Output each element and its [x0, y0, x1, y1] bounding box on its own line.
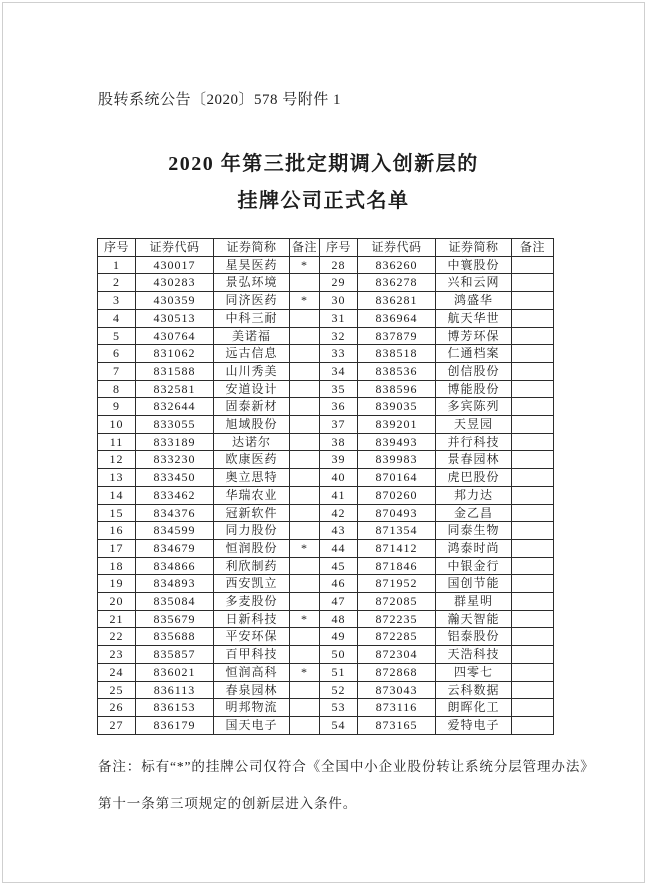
table-cell: 美诺福 — [214, 327, 290, 345]
table-cell: 430283 — [136, 274, 214, 292]
table-cell — [512, 416, 554, 434]
table-cell: 836278 — [358, 274, 436, 292]
table-cell: 44 — [320, 539, 358, 557]
table-row — [98, 327, 554, 345]
table-cell: 873043 — [358, 681, 436, 699]
table-cell: 景弘环境 — [214, 274, 290, 292]
table-cell — [290, 345, 320, 363]
table-cell: 832644 — [136, 398, 214, 416]
table-cell: 871412 — [358, 539, 436, 557]
table-cell: 国天电子 — [214, 716, 290, 734]
table-header-cell: 序号 — [320, 239, 358, 257]
table-cell — [512, 681, 554, 699]
table-cell: 30 — [320, 292, 358, 310]
table-row — [98, 575, 554, 593]
table-cell: 同济医药 — [214, 292, 290, 310]
table-cell: 景春园林 — [436, 451, 512, 469]
table-header-cell: 证券代码 — [136, 239, 214, 257]
table-cell: 安道设计 — [214, 380, 290, 398]
table-cell: 中寰股份 — [436, 256, 512, 274]
table-cell: 多麦股份 — [214, 593, 290, 611]
table-row — [98, 292, 554, 310]
table-cell: * — [290, 256, 320, 274]
table-cell: 51 — [320, 663, 358, 681]
table-cell — [290, 522, 320, 540]
table-cell — [290, 628, 320, 646]
table-cell: 833055 — [136, 416, 214, 434]
table-cell: 838596 — [358, 380, 436, 398]
table-cell: * — [290, 292, 320, 310]
table-cell — [290, 469, 320, 487]
table-cell: 430764 — [136, 327, 214, 345]
table-row — [98, 593, 554, 611]
table-cell: 航天华世 — [436, 309, 512, 327]
table-cell: 835084 — [136, 593, 214, 611]
table-cell: 1 — [98, 256, 136, 274]
table-cell — [512, 451, 554, 469]
table-cell: 邦力达 — [436, 486, 512, 504]
table-cell: 836179 — [136, 716, 214, 734]
table-cell — [512, 716, 554, 734]
table-cell: 20 — [98, 593, 136, 611]
table-row — [98, 309, 554, 327]
table-cell: 旭域股份 — [214, 416, 290, 434]
table-cell: 6 — [98, 345, 136, 363]
table-row — [98, 362, 554, 380]
table-cell: 22 — [98, 628, 136, 646]
table-cell: 2 — [98, 274, 136, 292]
table-cell: 872304 — [358, 646, 436, 664]
table-cell — [512, 309, 554, 327]
table-cell: 四零七 — [436, 663, 512, 681]
table-cell: 35 — [320, 380, 358, 398]
table-cell: 838518 — [358, 345, 436, 363]
table-row — [98, 380, 554, 398]
table-cell — [290, 416, 320, 434]
table-cell: 9 — [98, 398, 136, 416]
table-cell — [512, 593, 554, 611]
table-cell: 朗晖化工 — [436, 699, 512, 717]
table-row — [98, 433, 554, 451]
table-row — [98, 486, 554, 504]
table-cell: 12 — [98, 451, 136, 469]
table-cell: 21 — [98, 610, 136, 628]
table-cell: 29 — [320, 274, 358, 292]
table-cell: 36 — [320, 398, 358, 416]
table-cell — [512, 469, 554, 487]
table-cell: 870493 — [358, 504, 436, 522]
table-cell: 山川秀美 — [214, 362, 290, 380]
table-cell: 52 — [320, 681, 358, 699]
table-cell: 836281 — [358, 292, 436, 310]
table-body — [98, 256, 554, 734]
table-cell — [512, 539, 554, 557]
table-cell: 18 — [98, 557, 136, 575]
table-cell: 天昱园 — [436, 416, 512, 434]
table-cell: 839035 — [358, 398, 436, 416]
table-cell: 836153 — [136, 699, 214, 717]
table-cell: 10 — [98, 416, 136, 434]
table-cell — [512, 398, 554, 416]
table-row — [98, 451, 554, 469]
table-row — [98, 522, 554, 540]
table-cell — [290, 593, 320, 611]
table-cell: 872285 — [358, 628, 436, 646]
table-cell: 3 — [98, 292, 136, 310]
document-number: 股转系统公告〔2020〕578 号附件 1 — [98, 92, 342, 108]
table-cell — [290, 327, 320, 345]
table-cell — [290, 309, 320, 327]
table-cell: 873116 — [358, 699, 436, 717]
table-cell: 834376 — [136, 504, 214, 522]
table-cell: 831588 — [136, 362, 214, 380]
table-cell: 多宾陈列 — [436, 398, 512, 416]
table-cell: 835857 — [136, 646, 214, 664]
table-cell: 奥立思特 — [214, 469, 290, 487]
table-cell: 群星明 — [436, 593, 512, 611]
table-cell: 34 — [320, 362, 358, 380]
table-header-cell: 序号 — [98, 239, 136, 257]
table-cell: 430513 — [136, 309, 214, 327]
footnote-line-1: 备注：标有“*”的挂牌公司仅符合《全国中小企业股份转让系统分层管理办法》 — [98, 759, 595, 774]
table-cell: 瀚天智能 — [436, 610, 512, 628]
table-cell: 19 — [98, 575, 136, 593]
table-cell: 金乙昌 — [436, 504, 512, 522]
table-cell — [512, 292, 554, 310]
table-cell — [290, 380, 320, 398]
table-row — [98, 699, 554, 717]
table-cell: 虎巴股份 — [436, 469, 512, 487]
table-cell — [512, 345, 554, 363]
table-cell: 46 — [320, 575, 358, 593]
table-cell: 8 — [98, 380, 136, 398]
table-cell: 48 — [320, 610, 358, 628]
table-cell — [512, 522, 554, 540]
table-cell: 欧康医药 — [214, 451, 290, 469]
table-cell: 日新科技 — [214, 610, 290, 628]
table-row — [98, 628, 554, 646]
table-cell — [290, 433, 320, 451]
table-cell: 839493 — [358, 433, 436, 451]
table-cell: 爱特电子 — [436, 716, 512, 734]
footnote — [98, 748, 595, 822]
table-cell: 11 — [98, 433, 136, 451]
table-row — [98, 539, 554, 557]
table-cell — [290, 398, 320, 416]
table-cell: 固泰新材 — [214, 398, 290, 416]
table-cell: 838536 — [358, 362, 436, 380]
table-cell — [290, 362, 320, 380]
table-cell — [512, 557, 554, 575]
table-cell: 5 — [98, 327, 136, 345]
table-cell: 兴和云网 — [436, 274, 512, 292]
table-cell: 24 — [98, 663, 136, 681]
table-row — [98, 274, 554, 292]
table-cell: 430359 — [136, 292, 214, 310]
table-cell — [290, 699, 320, 717]
table-cell: 42 — [320, 504, 358, 522]
table-cell: * — [290, 663, 320, 681]
document-title — [0, 146, 647, 220]
table-cell — [512, 362, 554, 380]
table-cell: 冠新软件 — [214, 504, 290, 522]
table-cell — [512, 256, 554, 274]
table-cell: 873165 — [358, 716, 436, 734]
table-row — [98, 681, 554, 699]
table-cell: 872235 — [358, 610, 436, 628]
table-cell: 37 — [320, 416, 358, 434]
table-cell — [512, 274, 554, 292]
table-cell: 明邦物流 — [214, 699, 290, 717]
table-cell — [512, 486, 554, 504]
table-cell: 430017 — [136, 256, 214, 274]
table-cell — [290, 716, 320, 734]
table-cell — [512, 610, 554, 628]
table-row — [98, 416, 554, 434]
table-cell: 7 — [98, 362, 136, 380]
table-row — [98, 504, 554, 522]
table-cell: 并行科技 — [436, 433, 512, 451]
table-cell: 15 — [98, 504, 136, 522]
title-line-1: 2020 年第三批定期调入创新层的 — [168, 153, 479, 175]
table-cell: 836260 — [358, 256, 436, 274]
table-cell: 远古信息 — [214, 345, 290, 363]
table-cell: 恒润股份 — [214, 539, 290, 557]
table-header-cell: 备注 — [290, 239, 320, 257]
table-cell — [290, 451, 320, 469]
table-cell: 同力股份 — [214, 522, 290, 540]
table-cell: 利欣制药 — [214, 557, 290, 575]
table-cell — [512, 575, 554, 593]
table-cell: 博能股份 — [436, 380, 512, 398]
table-cell: 28 — [320, 256, 358, 274]
table-cell: 13 — [98, 469, 136, 487]
table-cell — [290, 646, 320, 664]
table-cell: 4 — [98, 309, 136, 327]
table-cell: 53 — [320, 699, 358, 717]
table-cell: 33 — [320, 345, 358, 363]
table-cell: 832581 — [136, 380, 214, 398]
table-cell: 国创节能 — [436, 575, 512, 593]
table-header-cell: 备注 — [512, 239, 554, 257]
table-cell: 50 — [320, 646, 358, 664]
table-cell: 14 — [98, 486, 136, 504]
table-header-row — [98, 239, 554, 257]
table-cell: 31 — [320, 309, 358, 327]
table-cell: 春泉园林 — [214, 681, 290, 699]
table-cell: 云科数据 — [436, 681, 512, 699]
table-cell: 百甲科技 — [214, 646, 290, 664]
table-cell: 26 — [98, 699, 136, 717]
table-cell: 平安环保 — [214, 628, 290, 646]
table-row — [98, 469, 554, 487]
table-row — [98, 557, 554, 575]
table-cell: 836113 — [136, 681, 214, 699]
table-cell: 同泰生物 — [436, 522, 512, 540]
table-row — [98, 256, 554, 274]
table-cell: 871354 — [358, 522, 436, 540]
table-cell: 871952 — [358, 575, 436, 593]
table-row — [98, 398, 554, 416]
table-cell: 49 — [320, 628, 358, 646]
table-cell: 831062 — [136, 345, 214, 363]
table-cell: 41 — [320, 486, 358, 504]
table-cell: 833450 — [136, 469, 214, 487]
table-cell — [290, 486, 320, 504]
table-cell — [512, 433, 554, 451]
table-cell: * — [290, 610, 320, 628]
table-row — [98, 716, 554, 734]
table-row — [98, 345, 554, 363]
table-cell — [290, 274, 320, 292]
table-cell: 837879 — [358, 327, 436, 345]
table-row — [98, 663, 554, 681]
table-cell: 833462 — [136, 486, 214, 504]
table-cell: 23 — [98, 646, 136, 664]
table-cell: 鸿盛华 — [436, 292, 512, 310]
table-cell — [512, 663, 554, 681]
table-row — [98, 646, 554, 664]
table-header-cell: 证券代码 — [358, 239, 436, 257]
table-cell: 17 — [98, 539, 136, 557]
table-cell: 834599 — [136, 522, 214, 540]
table-cell — [290, 557, 320, 575]
table-cell: 32 — [320, 327, 358, 345]
table-cell — [512, 628, 554, 646]
table-cell: 华瑞农业 — [214, 486, 290, 504]
table-cell: 45 — [320, 557, 358, 575]
table-cell: 834893 — [136, 575, 214, 593]
table-cell — [512, 380, 554, 398]
table-cell: 中科三耐 — [214, 309, 290, 327]
table-cell: 835679 — [136, 610, 214, 628]
table-cell: 870164 — [358, 469, 436, 487]
table-cell — [290, 504, 320, 522]
table-cell: 39 — [320, 451, 358, 469]
table-cell — [512, 699, 554, 717]
table-cell: 870260 — [358, 486, 436, 504]
title-line-2: 挂牌公司正式名单 — [237, 190, 410, 212]
table-cell — [512, 504, 554, 522]
table-cell: 恒润高科 — [214, 663, 290, 681]
table-cell: 871846 — [358, 557, 436, 575]
company-list-table — [97, 238, 554, 735]
table-cell: 835688 — [136, 628, 214, 646]
table-cell: 铝泰股份 — [436, 628, 512, 646]
table-cell: 25 — [98, 681, 136, 699]
table-cell: 鸿泰时尚 — [436, 539, 512, 557]
footnote-line-2: 第十一条第三项规定的创新层进入条件。 — [98, 796, 358, 811]
table-cell — [290, 575, 320, 593]
table-row — [98, 610, 554, 628]
table-cell: 创信股份 — [436, 362, 512, 380]
table-cell: 星昊医药 — [214, 256, 290, 274]
table-cell: 40 — [320, 469, 358, 487]
table-cell: 博芳环保 — [436, 327, 512, 345]
table-cell: 16 — [98, 522, 136, 540]
table-cell: 839201 — [358, 416, 436, 434]
table-cell: 839983 — [358, 451, 436, 469]
table-cell: 仁通档案 — [436, 345, 512, 363]
table-cell: 834866 — [136, 557, 214, 575]
table-cell: 833189 — [136, 433, 214, 451]
table-cell: 836964 — [358, 309, 436, 327]
table-header-cell: 证券简称 — [214, 239, 290, 257]
table-cell: 达诺尔 — [214, 433, 290, 451]
table-cell: 872085 — [358, 593, 436, 611]
table-cell: 872868 — [358, 663, 436, 681]
table-cell: 54 — [320, 716, 358, 734]
table-cell: 833230 — [136, 451, 214, 469]
table-cell: 43 — [320, 522, 358, 540]
table-cell: 27 — [98, 716, 136, 734]
table-cell — [512, 646, 554, 664]
table-cell — [512, 327, 554, 345]
table-cell: 836021 — [136, 663, 214, 681]
table-cell: 38 — [320, 433, 358, 451]
table-cell: 834679 — [136, 539, 214, 557]
table-cell: 47 — [320, 593, 358, 611]
table-cell: 中银金行 — [436, 557, 512, 575]
table-cell: 天浩科技 — [436, 646, 512, 664]
table-header-cell: 证券简称 — [436, 239, 512, 257]
table-cell: * — [290, 539, 320, 557]
table-cell — [290, 681, 320, 699]
table-cell: 西安凯立 — [214, 575, 290, 593]
